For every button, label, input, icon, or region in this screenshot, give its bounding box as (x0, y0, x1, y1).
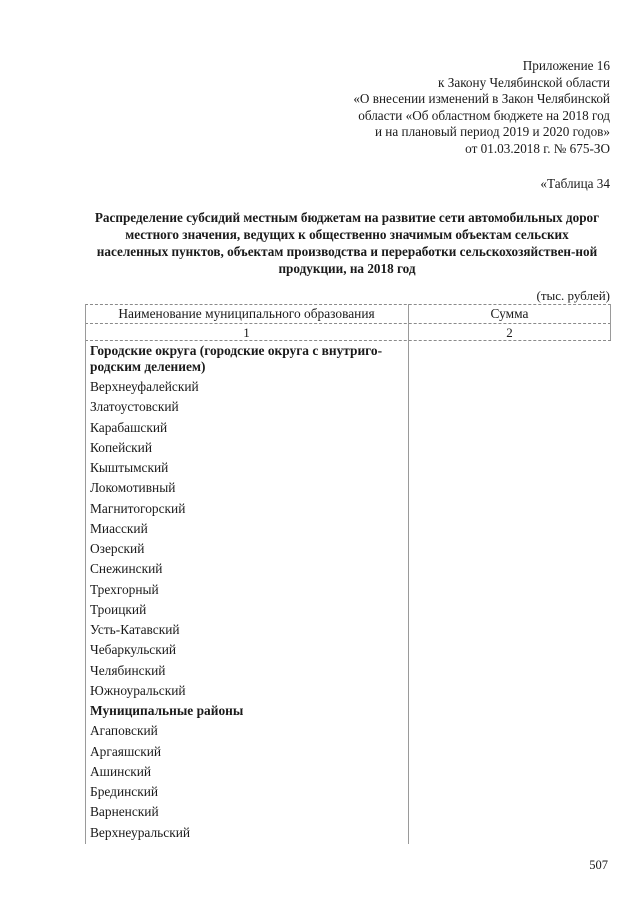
table-row: Златоустовский (90, 399, 179, 415)
table-body (90, 341, 408, 843)
table-row: Чебаркульский (90, 642, 177, 658)
table-left-border (85, 304, 86, 844)
table-row: Варненский (90, 804, 159, 820)
table-row: Городские округа (городские округа с внутриго-родским делением) (90, 343, 383, 374)
table-row: Ашинский (90, 763, 152, 779)
table-row: Верхнеуфалейский (90, 379, 199, 394)
appendix-header (280, 58, 610, 158)
column-header-sum: Сумма (490, 306, 529, 321)
column-number: 1 (243, 325, 250, 340)
units-label: (тыс. рублей) (536, 288, 610, 303)
table-row: Аргаяшский (90, 743, 162, 759)
table-reference: «Таблица 34 (540, 176, 610, 191)
table-row: Троицкий (90, 601, 147, 617)
table-top-border (85, 304, 611, 305)
table-row: Южноуральский (90, 682, 186, 698)
header-line: к Закону Челябинской области (438, 74, 610, 90)
table-row: Челябинский (90, 662, 166, 678)
table-row: Кыштымский (90, 460, 169, 475)
table-row: Магнитогорский (90, 500, 186, 516)
table-row: Снежинский (90, 561, 163, 577)
table-row: Локомотивный (90, 480, 176, 496)
header-line: Приложение 16 (522, 58, 610, 73)
column-number: 2 (506, 325, 513, 340)
table-row: Миасский (90, 520, 148, 536)
header-line: от 01.03.2018 г. № 675-ЗО (465, 140, 610, 156)
column-header-name: Наименование муниципального образования (118, 306, 375, 321)
table-row: Карабашский (90, 419, 168, 435)
table-row: Копейский (90, 439, 153, 455)
table-row: Муниципальные районы (90, 703, 244, 718)
page-number: 507 (589, 858, 608, 872)
table-row: Верхнеуральский (90, 824, 191, 840)
column-divider (408, 304, 409, 844)
header-line: и на плановый период 2019 и 2020 годов» (374, 124, 610, 140)
table-row: Брединский (90, 784, 159, 799)
subsidy-table (85, 304, 611, 844)
table-row: Озерский (90, 541, 145, 556)
header-line: «О внесении изменений в Закон Челябинской (353, 91, 610, 107)
document-title: Распределение субсидий местным бюджетам на развитие сети автомобильных дорог местного значения, ведущих к общественно значимым объектам сельских населенных пунктов, объектам производства и переработки сельскохозяйствен-ной продукции, на 2018 год (94, 210, 600, 276)
table-row: Агаповский (90, 723, 158, 739)
table-row: Усть-Катавский (90, 622, 180, 637)
table-row: Трехгорный (90, 581, 159, 597)
header-line: области «Об областном бюджете на 2018 год (358, 107, 610, 123)
header-divider (85, 323, 611, 324)
